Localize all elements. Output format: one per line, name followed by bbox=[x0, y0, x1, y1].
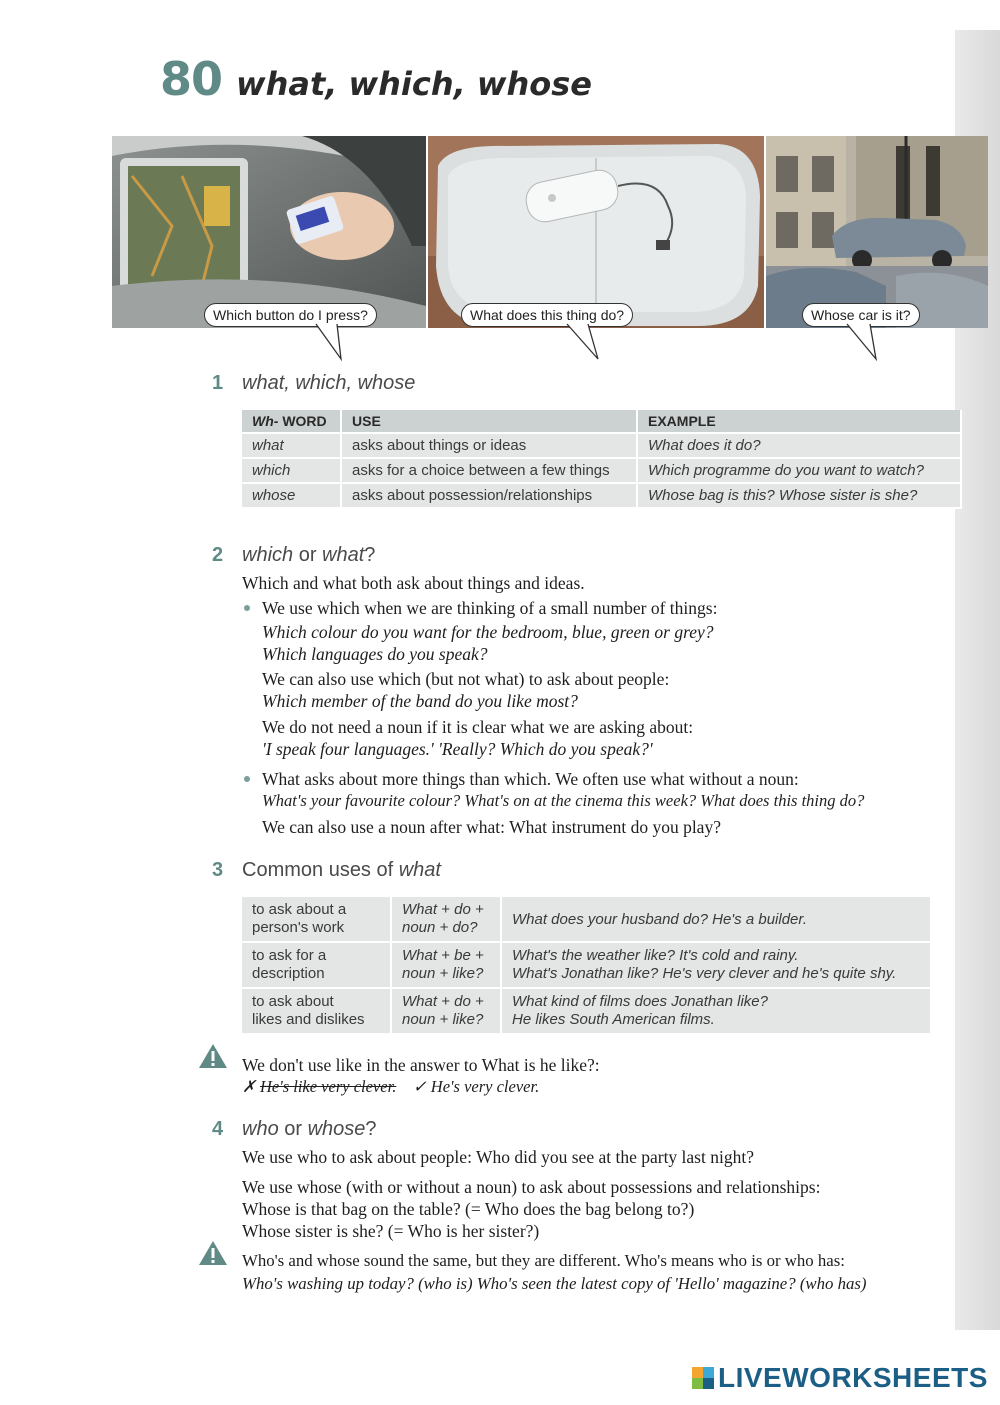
liveworksheets-logo: LIVEWORKSHEETS bbox=[692, 1362, 988, 1394]
wh-word-table bbox=[242, 410, 962, 509]
section-2-line: We do not need a noun if it is clear what we are asking about: bbox=[262, 717, 694, 737]
section-1-heading: 1 what, which, whose bbox=[212, 372, 416, 394]
bullet-icon bbox=[244, 605, 250, 611]
warning-1-examples bbox=[242, 1076, 539, 1098]
example-sentence: What's your favourite colour? What's on at the cinema this week? What does this thing do? bbox=[262, 791, 865, 810]
example-sentence: Which member of the band do you like most? bbox=[262, 691, 578, 711]
bullet-icon bbox=[244, 776, 250, 782]
section-2-line: We use which when we are thinking of a small number of things: bbox=[262, 598, 718, 618]
warning-2-text: Who's and whose sound the same, but they are different. Who's means who is or who has: bbox=[242, 1251, 845, 1270]
example-sentence: 'I speak four languages.' 'Really? Which do you speak?' bbox=[262, 739, 653, 759]
speech-bubble-thing: What does this thing do? bbox=[461, 303, 633, 327]
speech-bubble-tail-icon bbox=[846, 323, 886, 363]
right-example: He's very clever. bbox=[430, 1077, 540, 1096]
table-row: whose asks about possession/relationships Whose bag is this? Whose sister is she? bbox=[242, 484, 962, 509]
section-2-intro: Which and what both ask about things and ideas. bbox=[242, 573, 585, 593]
warning-icon bbox=[198, 1240, 228, 1266]
unit-header bbox=[160, 52, 592, 106]
unit-title: what, which, whose bbox=[236, 65, 592, 103]
logo-icon bbox=[692, 1367, 714, 1389]
table-row: what asks about things or ideas What does it do? bbox=[242, 434, 962, 459]
wrong-example: He's like very clever. bbox=[259, 1077, 397, 1096]
section-4-line: Whose sister is she? (= Who is her sister?) bbox=[242, 1221, 540, 1241]
table-row: to ask about likes and dislikes What + do + noun + like? What kind of films does Jonathan like? He likes South American films. bbox=[242, 989, 932, 1035]
section-2-line: We can also use which (but not what) to ask about people: bbox=[262, 669, 670, 689]
section-2-line: We can also use a noun after what: What instrument do you play? bbox=[262, 817, 721, 837]
example-sentence: Which colour do you want for the bedroom, blue, green or grey? bbox=[262, 622, 714, 642]
warning-1-text: We don't use like in the answer to What is he like?: bbox=[242, 1055, 600, 1075]
photo-strip bbox=[112, 136, 988, 328]
section-2-heading: 2 which or what? bbox=[212, 544, 376, 566]
table-header-row: Wh- WORD USE EXAMPLE bbox=[242, 410, 962, 434]
example-sentence: Which languages do you speak? bbox=[262, 644, 488, 664]
section-4-line: We use who to ask about people: Who did you see at the party last night? bbox=[242, 1147, 754, 1167]
photo-car-towed bbox=[766, 136, 988, 328]
warning-icon bbox=[198, 1043, 228, 1069]
photo-game-controller bbox=[428, 136, 764, 328]
speech-bubble-button: Which button do I press? bbox=[204, 303, 377, 327]
speech-bubble-tail-icon bbox=[315, 323, 355, 363]
table-row: which asks for a choice between a few things Which programme do you want to watch? bbox=[242, 459, 962, 484]
section-3-heading: 3 Common uses of what bbox=[212, 859, 441, 881]
table-row: to ask about a person's work What + do + noun + do? What does your husband do? He's a builder. bbox=[242, 897, 932, 943]
speech-bubble-tail-icon bbox=[566, 323, 606, 363]
photo-car-dashboard bbox=[112, 136, 426, 328]
what-uses-table bbox=[242, 897, 932, 1035]
section-4-line: We use whose (with or without a noun) to ask about possessions and relationships: bbox=[242, 1177, 821, 1197]
cross-icon: ✗ bbox=[242, 1077, 256, 1096]
table-row: to ask for a description What + be + noun + like? What's the weather like? It's cold and rainy. What's Jonathan like? He's very clever and he's quite shy. bbox=[242, 943, 932, 989]
section-4-line: Whose is that bag on the table? (= Who does the bag belong to?) bbox=[242, 1199, 695, 1219]
section-2-line: What asks about more things than which. We often use what without a noun: bbox=[262, 769, 799, 789]
unit-number: 80 bbox=[160, 52, 223, 106]
section-4-heading: 4 who or whose? bbox=[212, 1118, 377, 1140]
speech-bubble-car: Whose car is it? bbox=[802, 303, 920, 327]
check-icon: ✓ bbox=[412, 1077, 427, 1096]
warning-2-examples: Who's washing up today? (who is) Who's seen the latest copy of 'Hello' magazine? (who has) bbox=[242, 1274, 867, 1293]
